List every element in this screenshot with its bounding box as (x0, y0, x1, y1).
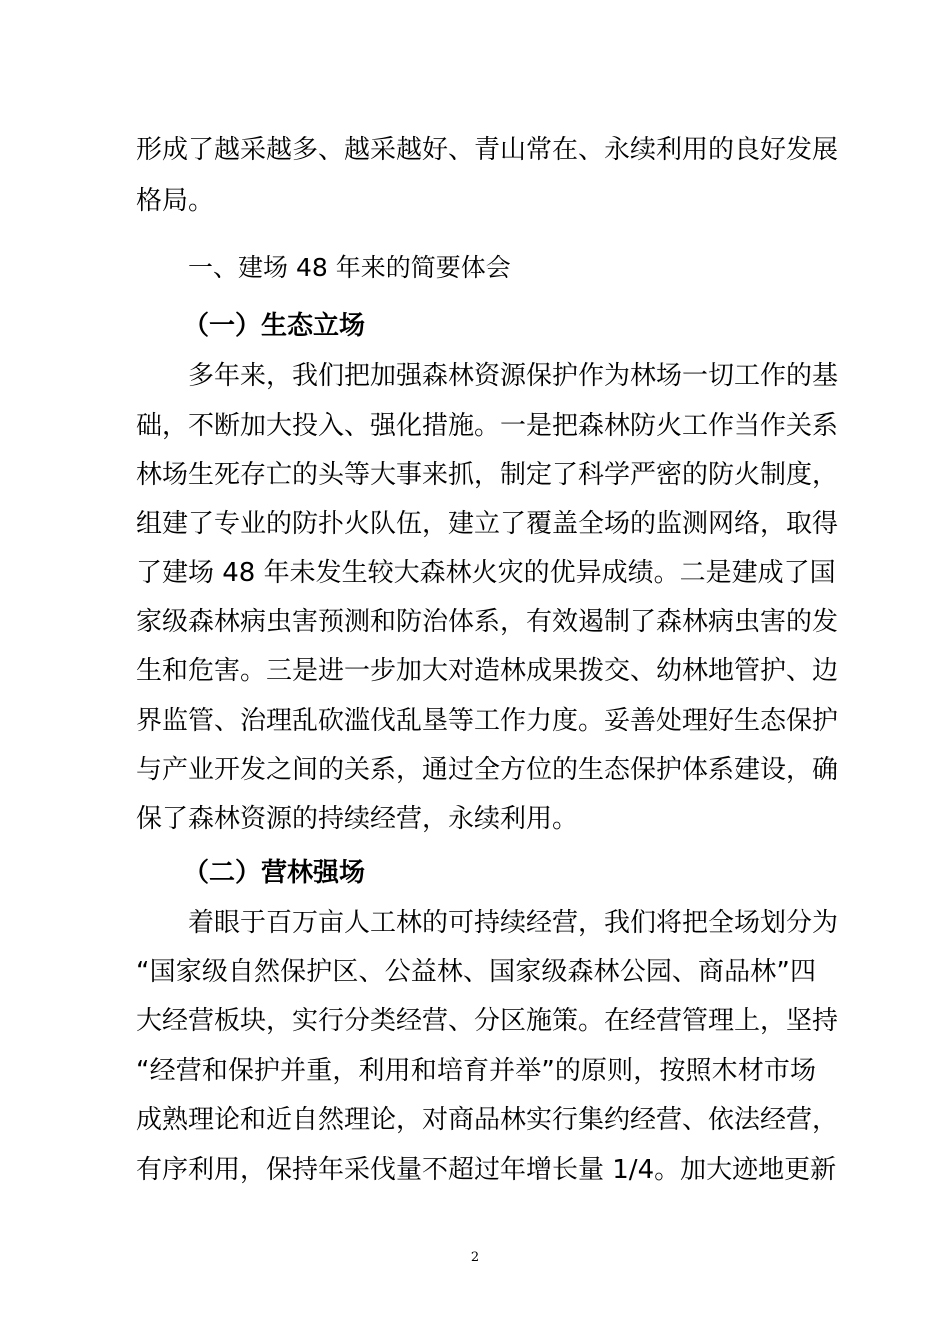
subsection-heading: （二）营林强场 (183, 858, 366, 888)
text-line: 成熟理论和近自然理论，对商品林实行集约经营、依法经营， (136, 1105, 839, 1135)
text-line: 有序利用，保持年采伐量不超过年增长量 1/4。加大迹地更新 (136, 1155, 837, 1185)
text-line: 家级森林病虫害预测和防治体系，有效遏制了森林病虫害的发 (136, 607, 839, 637)
text-line: 形成了越采越多、越采越好、青山常在、永续利用的良好发展 (136, 135, 839, 165)
page-number: 2 (470, 1250, 480, 1265)
text-line: “国家级自然保护区、公益林、国家级森林公园、商品林”四 (136, 957, 816, 987)
text-line: 大经营板块，实行分类经营、分区施策。在经营管理上，坚持 (136, 1006, 839, 1036)
text-line: 生和危害。三是进一步加大对造林成果拨交、幼林地管护、边 (136, 656, 839, 686)
section-heading: 一、建场 48 年来的简要体会 (188, 253, 511, 282)
text-line: 础，不断加大投入、强化措施。一是把森林防火工作当作关系 (136, 411, 839, 441)
text-line: 组建了专业的防扑火队伍，建立了覆盖全场的监测网络，取得 (136, 509, 839, 539)
text-line: 界监管、治理乱砍滥伐乱垦等工作力度。妥善处理好生态保护 (136, 706, 839, 736)
text-line: 多年来，我们把加强森林资源保护作为林场一切工作的基 (188, 361, 839, 391)
text-line: 格局。 (136, 186, 215, 216)
text-line: 保了森林资源的持续经营，永续利用。 (136, 804, 579, 834)
text-line: 着眼于百万亩人工林的可持续经营，我们将把全场划分为 (188, 908, 839, 938)
text-line: 林场生死存亡的头等大事来抓，制定了科学严密的防火制度， (136, 460, 839, 490)
text-line: 与产业开发之间的关系，通过全方位的生态保护体系建设，确 (136, 755, 839, 785)
text-line: “经营和保护并重，利用和培育并举”的原则，按照木材市场 (136, 1056, 816, 1086)
text-line: 了建场 48 年未发生较大森林火灾的优异成绩。二是建成了国 (136, 558, 836, 588)
subsection-heading: （一）生态立场 (183, 311, 366, 341)
